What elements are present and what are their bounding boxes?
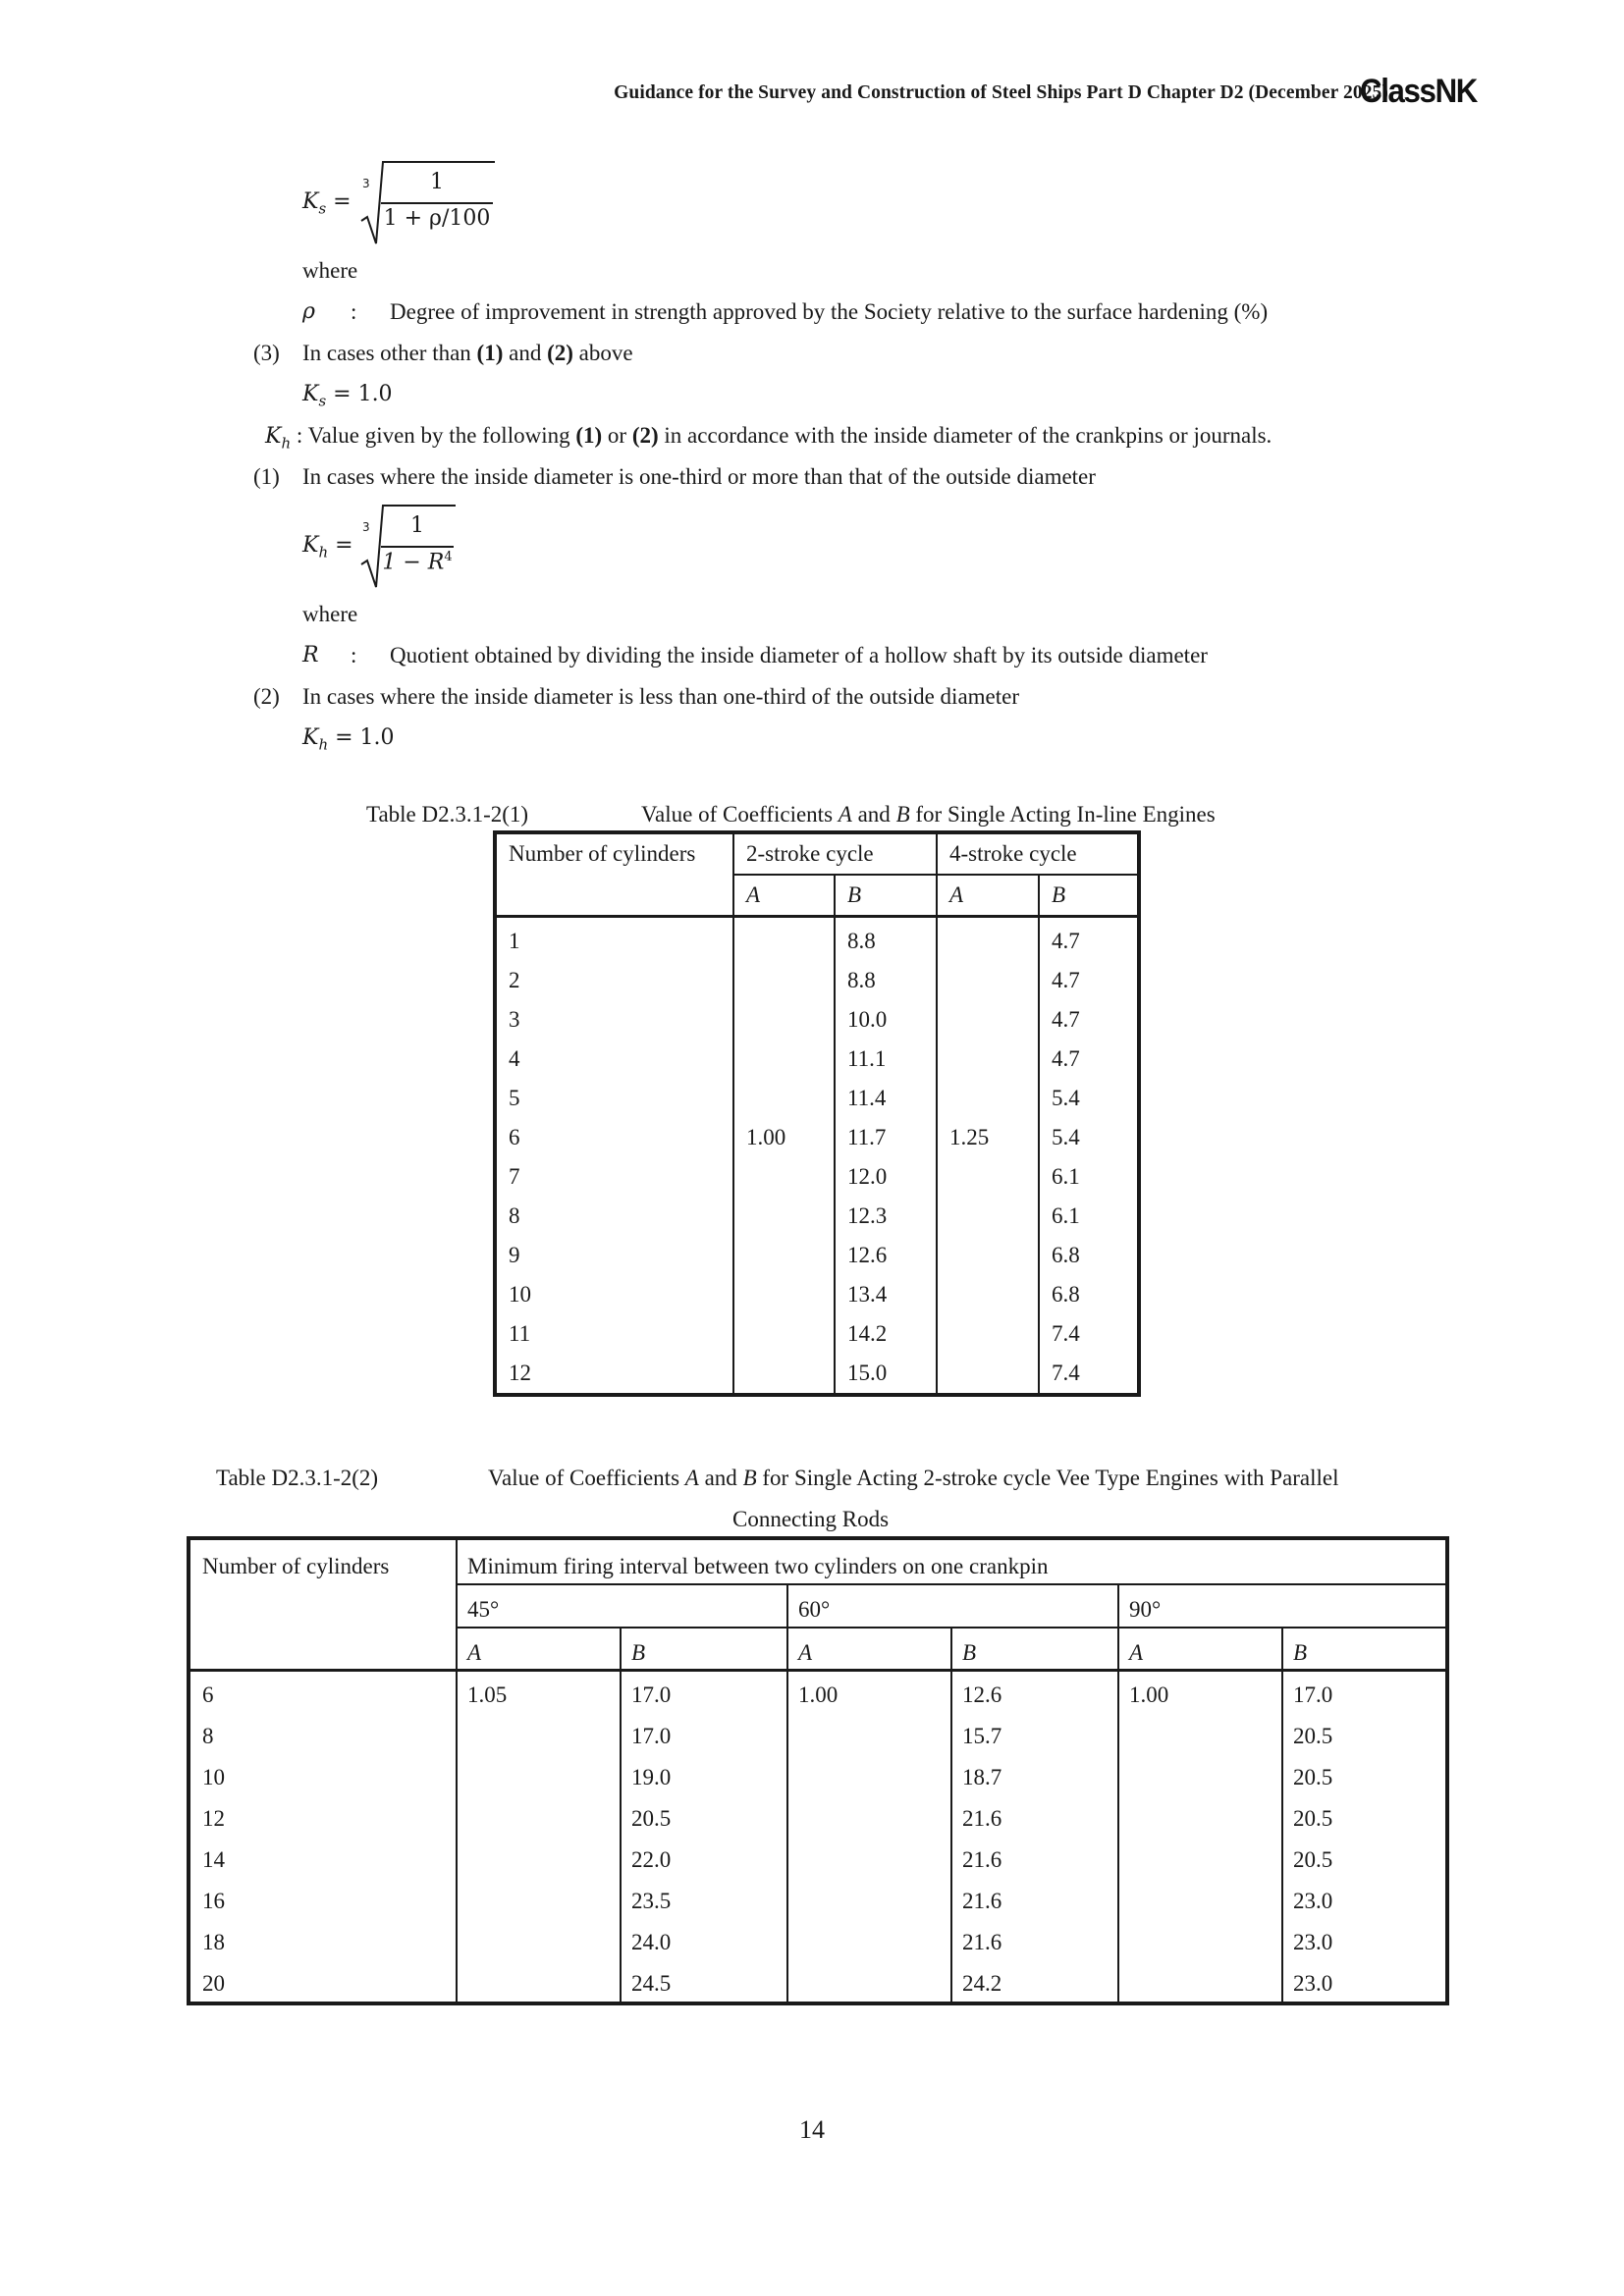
table2-title-line2: Connecting Rods [732,1507,890,1531]
table2-cell-cyl: 16 [202,1889,225,1913]
table2-sub-b60: B [962,1640,977,1665]
table1-cell-cyl: 4 [495,1040,733,1079]
table1-cell-b2: 13.4 [835,1275,937,1314]
table2-cell-b90: 23.0 [1293,1971,1333,1996]
table1-cell-a4 [937,1197,1039,1236]
table2-cell-b45: 22.0 [631,1847,672,1872]
table1-cell-b2: 15.0 [835,1354,937,1395]
table1-cell-a4 [937,1275,1039,1314]
kh-value: $K_h = 1.0$ [302,725,395,754]
table1-cell-a2 [733,1314,835,1354]
table-row [190,1971,1445,2010]
table1-cell-a4 [937,1354,1039,1395]
table2-cell-b90: 23.0 [1293,1889,1333,1913]
table2-sub-a60: A [798,1640,813,1665]
table1-cell-cyl: 12 [495,1354,733,1395]
table1-cell-b4: 7.4 [1039,1314,1139,1354]
table2-col-interval: Minimum firing interval between two cylinders on one crankpin [467,1554,1049,1578]
table-row [190,1847,1445,1887]
table1-cell-a2 [733,1197,835,1236]
table1-header-row [495,832,1139,875]
table2-col-cylinders: Number of cylinders [202,1554,390,1578]
table1-cell-a2 [733,1354,835,1395]
page-number: 14 [799,2115,825,2144]
table-row [190,1682,1445,1722]
table2-sub-a45: A [467,1640,482,1665]
table2-sub-a90: A [1129,1640,1144,1665]
table2-cell-b90: 23.0 [1293,1930,1333,1954]
table1-cell-b4: 4.7 [1039,917,1139,962]
table1-cell-a4 [937,917,1039,962]
table-row [190,1889,1445,1928]
table1-cell-a4 [937,1157,1039,1197]
table-row [190,1765,1445,1804]
ks-numerator: 1 [430,170,444,194]
table2-cell-b90: 20.5 [1293,1765,1333,1789]
r-text: Quotient obtained by dividing the inside diameter of a hollow shaft by its outside diameter [390,643,1208,667]
kh-root-index: 3 [362,520,370,534]
table1-cell-cyl: 11 [495,1314,733,1354]
table2-cell-b60: 21.6 [962,1847,1002,1872]
table1-cell-a2 [733,1236,835,1275]
table1-cell-b2: 12.6 [835,1236,937,1275]
table2-cell-cyl: 18 [202,1930,225,1954]
table1-col-4stroke: 4-stroke cycle [937,832,1139,875]
table-row [190,1930,1445,1969]
table2-col-90: 90° [1129,1597,1162,1622]
table-row [495,1118,1139,1157]
table2-cell-a45: 1.05 [467,1682,508,1707]
table1-cell-b4: 6.1 [1039,1157,1139,1197]
table1-col-cylinders: Number of cylinders [495,832,733,917]
kh-denominator: $1 - R^4$ [382,550,453,575]
table1-cell-b2: 11.4 [835,1079,937,1118]
table-row [495,1236,1139,1275]
kh-item-1-text: In cases where the inside diameter is one-third or more than that of the outside diameter [302,464,1096,489]
ks-lhs: $K_s$ = [302,189,352,218]
table2-cell-cyl: 8 [202,1724,214,1748]
table2-cell-cyl: 14 [202,1847,225,1872]
table2-cell-b90: 17.0 [1293,1682,1333,1707]
table-row [495,1000,1139,1040]
table2-cell-cyl: 6 [202,1682,214,1707]
table1-cell-a2 [733,1079,835,1118]
table1-cell-cyl: 10 [495,1275,733,1314]
table2-sub-b45: B [631,1640,646,1665]
table-row [495,917,1139,962]
table1-sub-b4: B [1039,875,1139,917]
table1-cell-a4: 1.25 [937,1118,1039,1157]
table-row [495,1275,1139,1314]
table1-cell-cyl: 1 [495,917,733,962]
rho-colon: : [351,299,357,324]
table1-cell-a2 [733,1157,835,1197]
classnk-logo: ClassNK [1360,73,1477,110]
table2-title: Value of Coefficients A and B for Single Acting 2-stroke cycle Vee Type Engines with Parallel [488,1466,1339,1490]
table2-col-60: 60° [798,1597,831,1622]
table1-cell-b4: 6.8 [1039,1236,1139,1275]
table-row [495,1079,1139,1118]
table-row [495,1040,1139,1079]
table2-cell-b45: 17.0 [631,1724,672,1748]
rho-symbol: ρ [302,299,315,324]
table-row [495,1354,1139,1395]
item-3-number: (3) [253,341,280,365]
table1-cell-a2 [733,1275,835,1314]
table1-cell-a4 [937,1079,1039,1118]
table2-label: Table D2.3.1-2(2) [216,1466,379,1490]
table2-cell-b45: 19.0 [631,1765,672,1789]
ks-denominator: 1 + ρ/100 [383,206,491,231]
table1-body [495,917,1139,1396]
ks-root-index: 3 [362,177,370,190]
table1-cell-b2: 8.8 [835,961,937,1000]
table1-cell-cyl: 8 [495,1197,733,1236]
table2-sub-b90: B [1293,1640,1308,1665]
table2-cell-b60: 15.7 [962,1724,1002,1748]
table2-cell-a90: 1.00 [1129,1682,1169,1707]
table2-cell-b60: 18.7 [962,1765,1002,1789]
table-row [495,961,1139,1000]
table-coefficients-vee [187,1536,1449,2005]
rho-text: Degree of improvement in strength approved by the Society relative to the surface hardening (%) [390,299,1269,324]
table1-cell-a2: 1.00 [733,1118,835,1157]
table2-cell-b45: 23.5 [631,1889,672,1913]
r-colon: : [351,643,357,667]
table2-cell-b45: 20.5 [631,1806,672,1831]
table1-cell-a2 [733,961,835,1000]
kh-item-2-number: (2) [253,684,280,709]
kh-item-1-number: (1) [253,464,280,489]
table1-cell-b2: 12.3 [835,1197,937,1236]
table2-cell-b90: 20.5 [1293,1724,1333,1748]
ks-value: $K_s = 1.0$ [302,382,393,410]
kh-definition: $K_h$ : Value given by the following (1) or (2) in accordance with the inside diameter of the crankpins or journals. [265,423,1272,453]
where-label-1: where [302,258,358,283]
table1-cell-cyl: 5 [495,1079,733,1118]
table2-cell-b90: 20.5 [1293,1806,1333,1831]
table2-cell-b45: 17.0 [631,1682,672,1707]
table1-cell-cyl: 3 [495,1000,733,1040]
table1-cell-b4: 6.1 [1039,1197,1139,1236]
kh-fraction-bar [381,546,454,548]
table1-cell-a2 [733,917,835,962]
table1-cell-a4 [937,1314,1039,1354]
table1-title: Value of Coefficients A and B for Single Acting In-line Engines [641,802,1216,827]
where-label-2: where [302,602,358,626]
table2-cell-b45: 24.0 [631,1930,672,1954]
r-symbol: R [302,643,319,667]
table1-cell-a2 [733,1040,835,1079]
table1-cell-a2 [733,1000,835,1040]
table1-cell-b2: 14.2 [835,1314,937,1354]
table1-cell-cyl: 7 [495,1157,733,1197]
table1-cell-a4 [937,1236,1039,1275]
table1-cell-cyl: 2 [495,961,733,1000]
kh-lhs: $K_h$ = [302,533,353,561]
document-header: Guidance for the Survey and Construction of Steel Ships Part D Chapter D2 (December 2025) [614,82,1388,103]
table2-cell-a60: 1.00 [798,1682,839,1707]
table1-cell-a4 [937,1000,1039,1040]
table1-sub-a4: A [937,875,1039,917]
table2-cell-b60: 12.6 [962,1682,1002,1707]
table1-cell-cyl: 9 [495,1236,733,1275]
table2-cell-cyl: 20 [202,1971,225,1996]
item-3-text: In cases other than (1) and (2) above [302,341,633,365]
table1-sub-a2: A [733,875,835,917]
table1-sub-b2: B [835,875,937,917]
table1-cell-b2: 12.0 [835,1157,937,1197]
table2-cell-b45: 24.5 [631,1971,672,1996]
kh-item-2-text: In cases where the inside diameter is less than one-third of the outside diameter [302,684,1020,709]
table1-cell-b2: 11.1 [835,1040,937,1079]
table1-cell-b4: 6.8 [1039,1275,1139,1314]
table2-cell-cyl: 12 [202,1806,225,1831]
table-row [190,1724,1445,1763]
kh-numerator: 1 [410,513,424,538]
table1-cell-b4: 4.7 [1039,961,1139,1000]
table1-cell-b2: 8.8 [835,917,937,962]
table1-cell-a4 [937,1040,1039,1079]
table1-cell-cyl: 6 [495,1118,733,1157]
table2-col-45: 45° [467,1597,500,1622]
table1-cell-b4: 4.7 [1039,1040,1139,1079]
table2-cell-cyl: 10 [202,1765,225,1789]
ks-fraction-bar [381,202,493,204]
table1-cell-b4: 5.4 [1039,1079,1139,1118]
table2-cell-b60: 21.6 [962,1806,1002,1831]
table-row [190,1806,1445,1845]
table-row [495,1157,1139,1197]
table2-cell-b90: 20.5 [1293,1847,1333,1872]
table1-cell-a4 [937,961,1039,1000]
table1-cell-b4: 7.4 [1039,1354,1139,1395]
table1-cell-b4: 4.7 [1039,1000,1139,1040]
table1-label: Table D2.3.1-2(1) [366,802,529,827]
table1-cell-b2: 10.0 [835,1000,937,1040]
table-coefficients-inline [493,830,1141,1397]
table1-cell-b2: 11.7 [835,1118,937,1157]
table2-cell-b60: 24.2 [962,1971,1002,1996]
table-row [495,1314,1139,1354]
table1-cell-b4: 5.4 [1039,1118,1139,1157]
table1-col-2stroke: 2-stroke cycle [733,832,937,875]
table-row [495,1197,1139,1236]
table2-cell-b60: 21.6 [962,1889,1002,1913]
table2-cell-b60: 21.6 [962,1930,1002,1954]
